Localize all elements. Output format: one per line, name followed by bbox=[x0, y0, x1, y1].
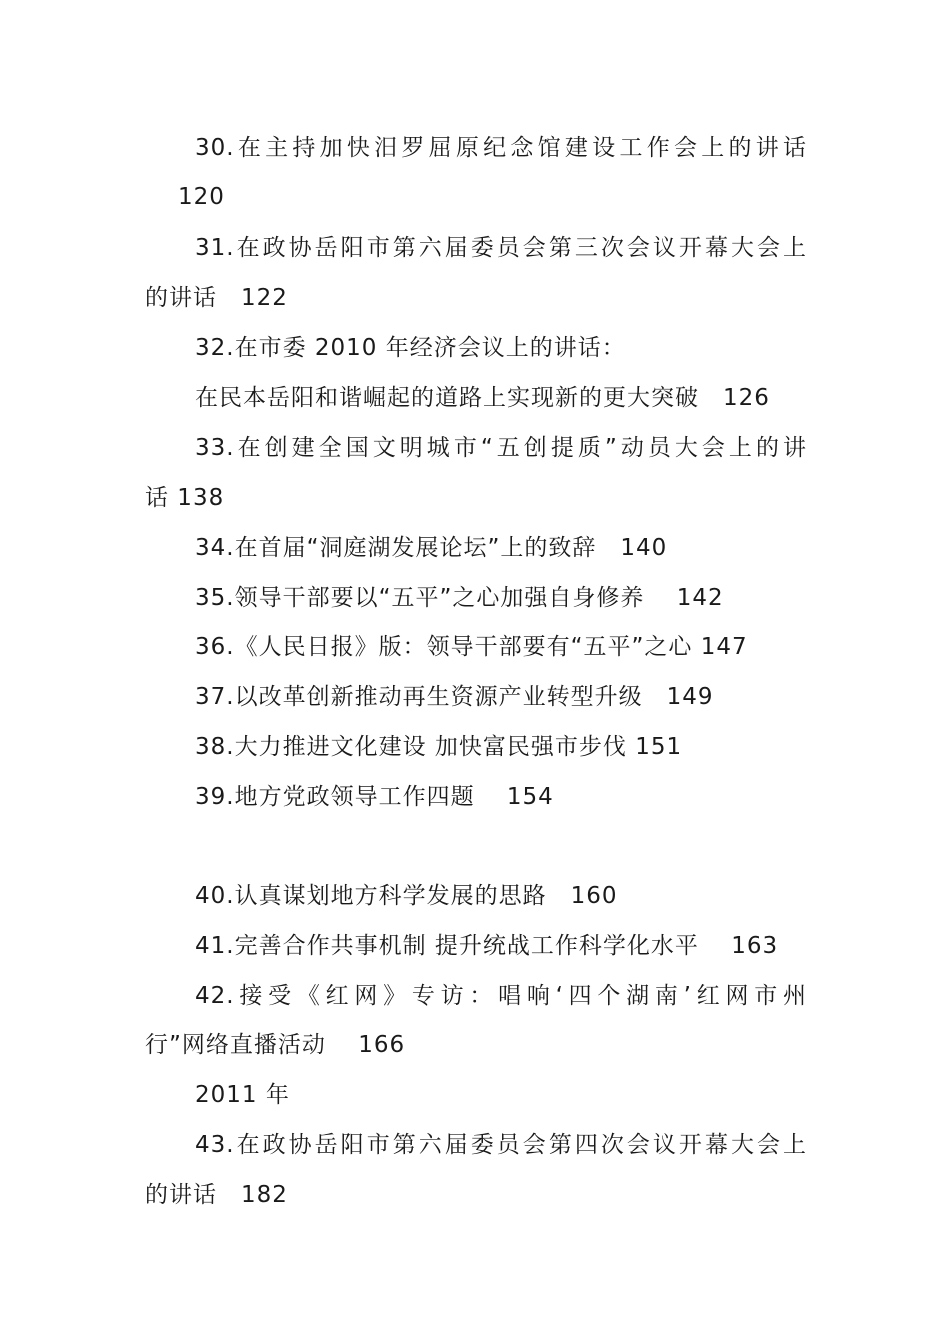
toc-entry-40: 40.认真谋划地方科学发展的思路 160 bbox=[195, 883, 618, 909]
toc-entry-32-subtitle: 在民本岳阳和谐崛起的道路上实现新的更大突破 126 bbox=[195, 385, 770, 411]
toc-entry-31: 31.在政协岳阳市第六届委员会第三次会议开幕大会上 bbox=[195, 235, 807, 261]
toc-entry-42: 42.接受《红网》专访：唱响‘四个湖南’红网市州 bbox=[195, 983, 807, 1009]
toc-entry-43: 43.在政协岳阳市第六届委员会第四次会议开幕大会上 bbox=[195, 1132, 807, 1158]
toc-page-number: 120 bbox=[178, 184, 225, 210]
toc-year-heading: 2011 年 bbox=[195, 1082, 290, 1108]
toc-entry-41: 41.完善合作共事机制 提升统战工作科学化水平 163 bbox=[195, 933, 779, 959]
toc-entry-33-continued: 话 138 bbox=[145, 485, 225, 511]
toc-entry-36: 36.《人民日报》版：领导干部要有“五平”之心 147 bbox=[195, 634, 748, 660]
toc-entry-42-continued: 行”网络直播活动 166 bbox=[145, 1032, 406, 1058]
toc-entry-39: 39.地方党政领导工作四题 154 bbox=[195, 784, 554, 810]
toc-entry-33: 33.在创建全国文明城市“五创提质”动员大会上的讲 bbox=[195, 435, 807, 461]
toc-entry-35: 35.领导干部要以“五平”之心加强自身修养 142 bbox=[195, 585, 724, 611]
toc-entry-31-continued: 的讲话 122 bbox=[145, 285, 288, 311]
toc-entry-32: 32.在市委 2010 年经济会议上的讲话： bbox=[195, 335, 626, 361]
toc-entry-38: 38.大力推进文化建设 加快富民强市步伐 151 bbox=[195, 734, 683, 760]
toc-entry-34: 34.在首届“洞庭湖发展论坛”上的致辞 140 bbox=[195, 535, 668, 561]
toc-entry-37: 37.以改革创新推动再生资源产业转型升级 149 bbox=[195, 684, 714, 710]
toc-entry-43-continued: 的讲话 182 bbox=[145, 1182, 288, 1208]
toc-entry-30: 30.在主持加快汨罗屈原纪念馆建设工作会上的讲话 bbox=[195, 135, 807, 161]
